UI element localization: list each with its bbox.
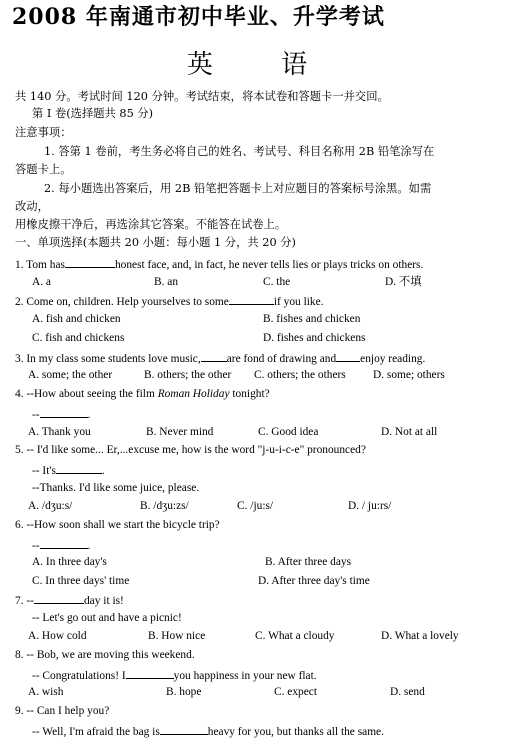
option: D. 不填 (385, 276, 422, 288)
question-stem: 2. Come on, children. Help yourselves to some (15, 296, 229, 308)
question-1 (15, 256, 423, 273)
option: C. expect (274, 686, 318, 698)
question-5: 5. -- I'd like some... Er,...excuse me, how is the word "j-u-i-c-e" pronounced? (15, 444, 366, 456)
note-2-cont: 改动， (15, 200, 49, 213)
note-1: 1. 答第 1 卷前，考生务必将自己的姓名、考试号、科目名称用 2B 铅笔涂写在 (44, 145, 435, 158)
option: A. /dʒu:s/ (28, 500, 73, 512)
option: D. some; others (373, 369, 445, 381)
option: A. How cold (28, 630, 87, 642)
subject-heading: 英 语 (186, 50, 338, 80)
question-3 (15, 350, 425, 367)
answer-blank (65, 256, 115, 268)
option: C. What a cloudy (255, 630, 335, 642)
option: A. some; the other (28, 369, 113, 381)
option: B. an (154, 276, 179, 288)
question-2 (15, 293, 324, 310)
answer-blank (34, 592, 84, 604)
answer-blank (229, 293, 274, 305)
answer-line: -- . (32, 537, 90, 554)
question-stem: 3. In my class some students love music, (15, 353, 201, 365)
answer-blank (40, 537, 88, 549)
question-stem: honest face, and, in fact, he never tells lies or plays tricks on others. (114, 259, 424, 271)
question-stem: tonight? (232, 388, 270, 400)
option: A. wish (28, 686, 64, 698)
dialogue-line: -- Let's go out and have a picnic! (32, 612, 182, 624)
dialogue-line: --Thanks. I'd like some juice, please. (32, 482, 200, 494)
part-heading: 第 I 卷(选择题共 85 分) (32, 107, 154, 120)
answer-line: -- Well, I'm afraid the bag is heavy for you, but thanks all the same. (32, 723, 384, 740)
option: D. / ju:rs/ (348, 500, 392, 512)
option: D. send (390, 686, 425, 698)
answer-blank (336, 350, 360, 362)
option: B. hope (166, 686, 202, 698)
option: B. others; the other (144, 369, 232, 381)
exam-info: 共 140 分。考试时间 120 分钟。考试结束，将本试卷和答题卡一并交回。 (15, 90, 389, 103)
note-2-cont-2: 用橡皮擦干净后，再选涂其它答案。不能答在试卷上。 (15, 218, 287, 231)
answer-blank (56, 462, 102, 474)
exam-title: 2008 年南通市初中毕业、升学考试 (12, 4, 385, 30)
option: B. How nice (148, 630, 206, 642)
option: C. fish and chickens (32, 332, 125, 344)
option: B. /dʒu:zs/ (140, 500, 189, 512)
answer-blank (160, 723, 208, 735)
option: C. In three days' time (32, 575, 130, 587)
notes-heading: 注意事项： (15, 126, 72, 139)
answer-blank (126, 667, 174, 679)
option: D. Not at all (381, 426, 438, 438)
question-8: 8. -- Bob, we are moving this weekend. (15, 649, 195, 661)
option: D. After three day's time (258, 575, 370, 587)
section-heading: 一、单项选择(本题共 20 小题：每小题 1 分，共 20 分) (15, 236, 296, 249)
option: C. Good idea (258, 426, 319, 438)
option: B. Never mind (146, 426, 214, 438)
option: A. fish and chicken (32, 313, 121, 325)
answer-line: -- It's . (32, 462, 105, 479)
answer-blank (201, 350, 227, 362)
option: C. /ju:s/ (237, 500, 274, 512)
question-7: 7. -- day it is! (15, 592, 124, 609)
question-stem: 1. Tom has (15, 259, 65, 271)
option: D. fishes and chickens (263, 332, 366, 344)
question-stem: 4. --How about seeing the film (15, 388, 155, 400)
answer-line: -- Congratulations! I you happiness in your new flat. (32, 667, 317, 684)
option: A. a (32, 276, 51, 288)
option: B. fishes and chicken (263, 313, 361, 325)
answer-line: -- . (32, 406, 90, 423)
option: D. What a lovely (381, 630, 459, 642)
option: A. In three day's (32, 556, 107, 568)
option: B. After three days (265, 556, 352, 568)
question-6: 6. --How soon shall we start the bicycle trip? (15, 519, 220, 531)
question-stem: enjoy reading. (360, 353, 426, 365)
option: C. the (263, 276, 291, 288)
question-stem: if you like. (273, 296, 324, 308)
answer-blank (40, 406, 88, 418)
note-2: 2. 每小题选出答案后，用 2B 铅笔把答题卡上对应题目的答案标号涂黑。如需 (44, 182, 432, 195)
question-9: 9. -- Can I help you? (15, 705, 110, 717)
question-4 (15, 387, 270, 402)
option: C. others; the others (254, 369, 346, 381)
note-1-cont: 答题卡上。 (15, 163, 72, 176)
film-title: Roman Holiday (157, 388, 230, 400)
option: A. Thank you (28, 426, 91, 438)
question-stem: are fond of drawing and (226, 353, 337, 365)
